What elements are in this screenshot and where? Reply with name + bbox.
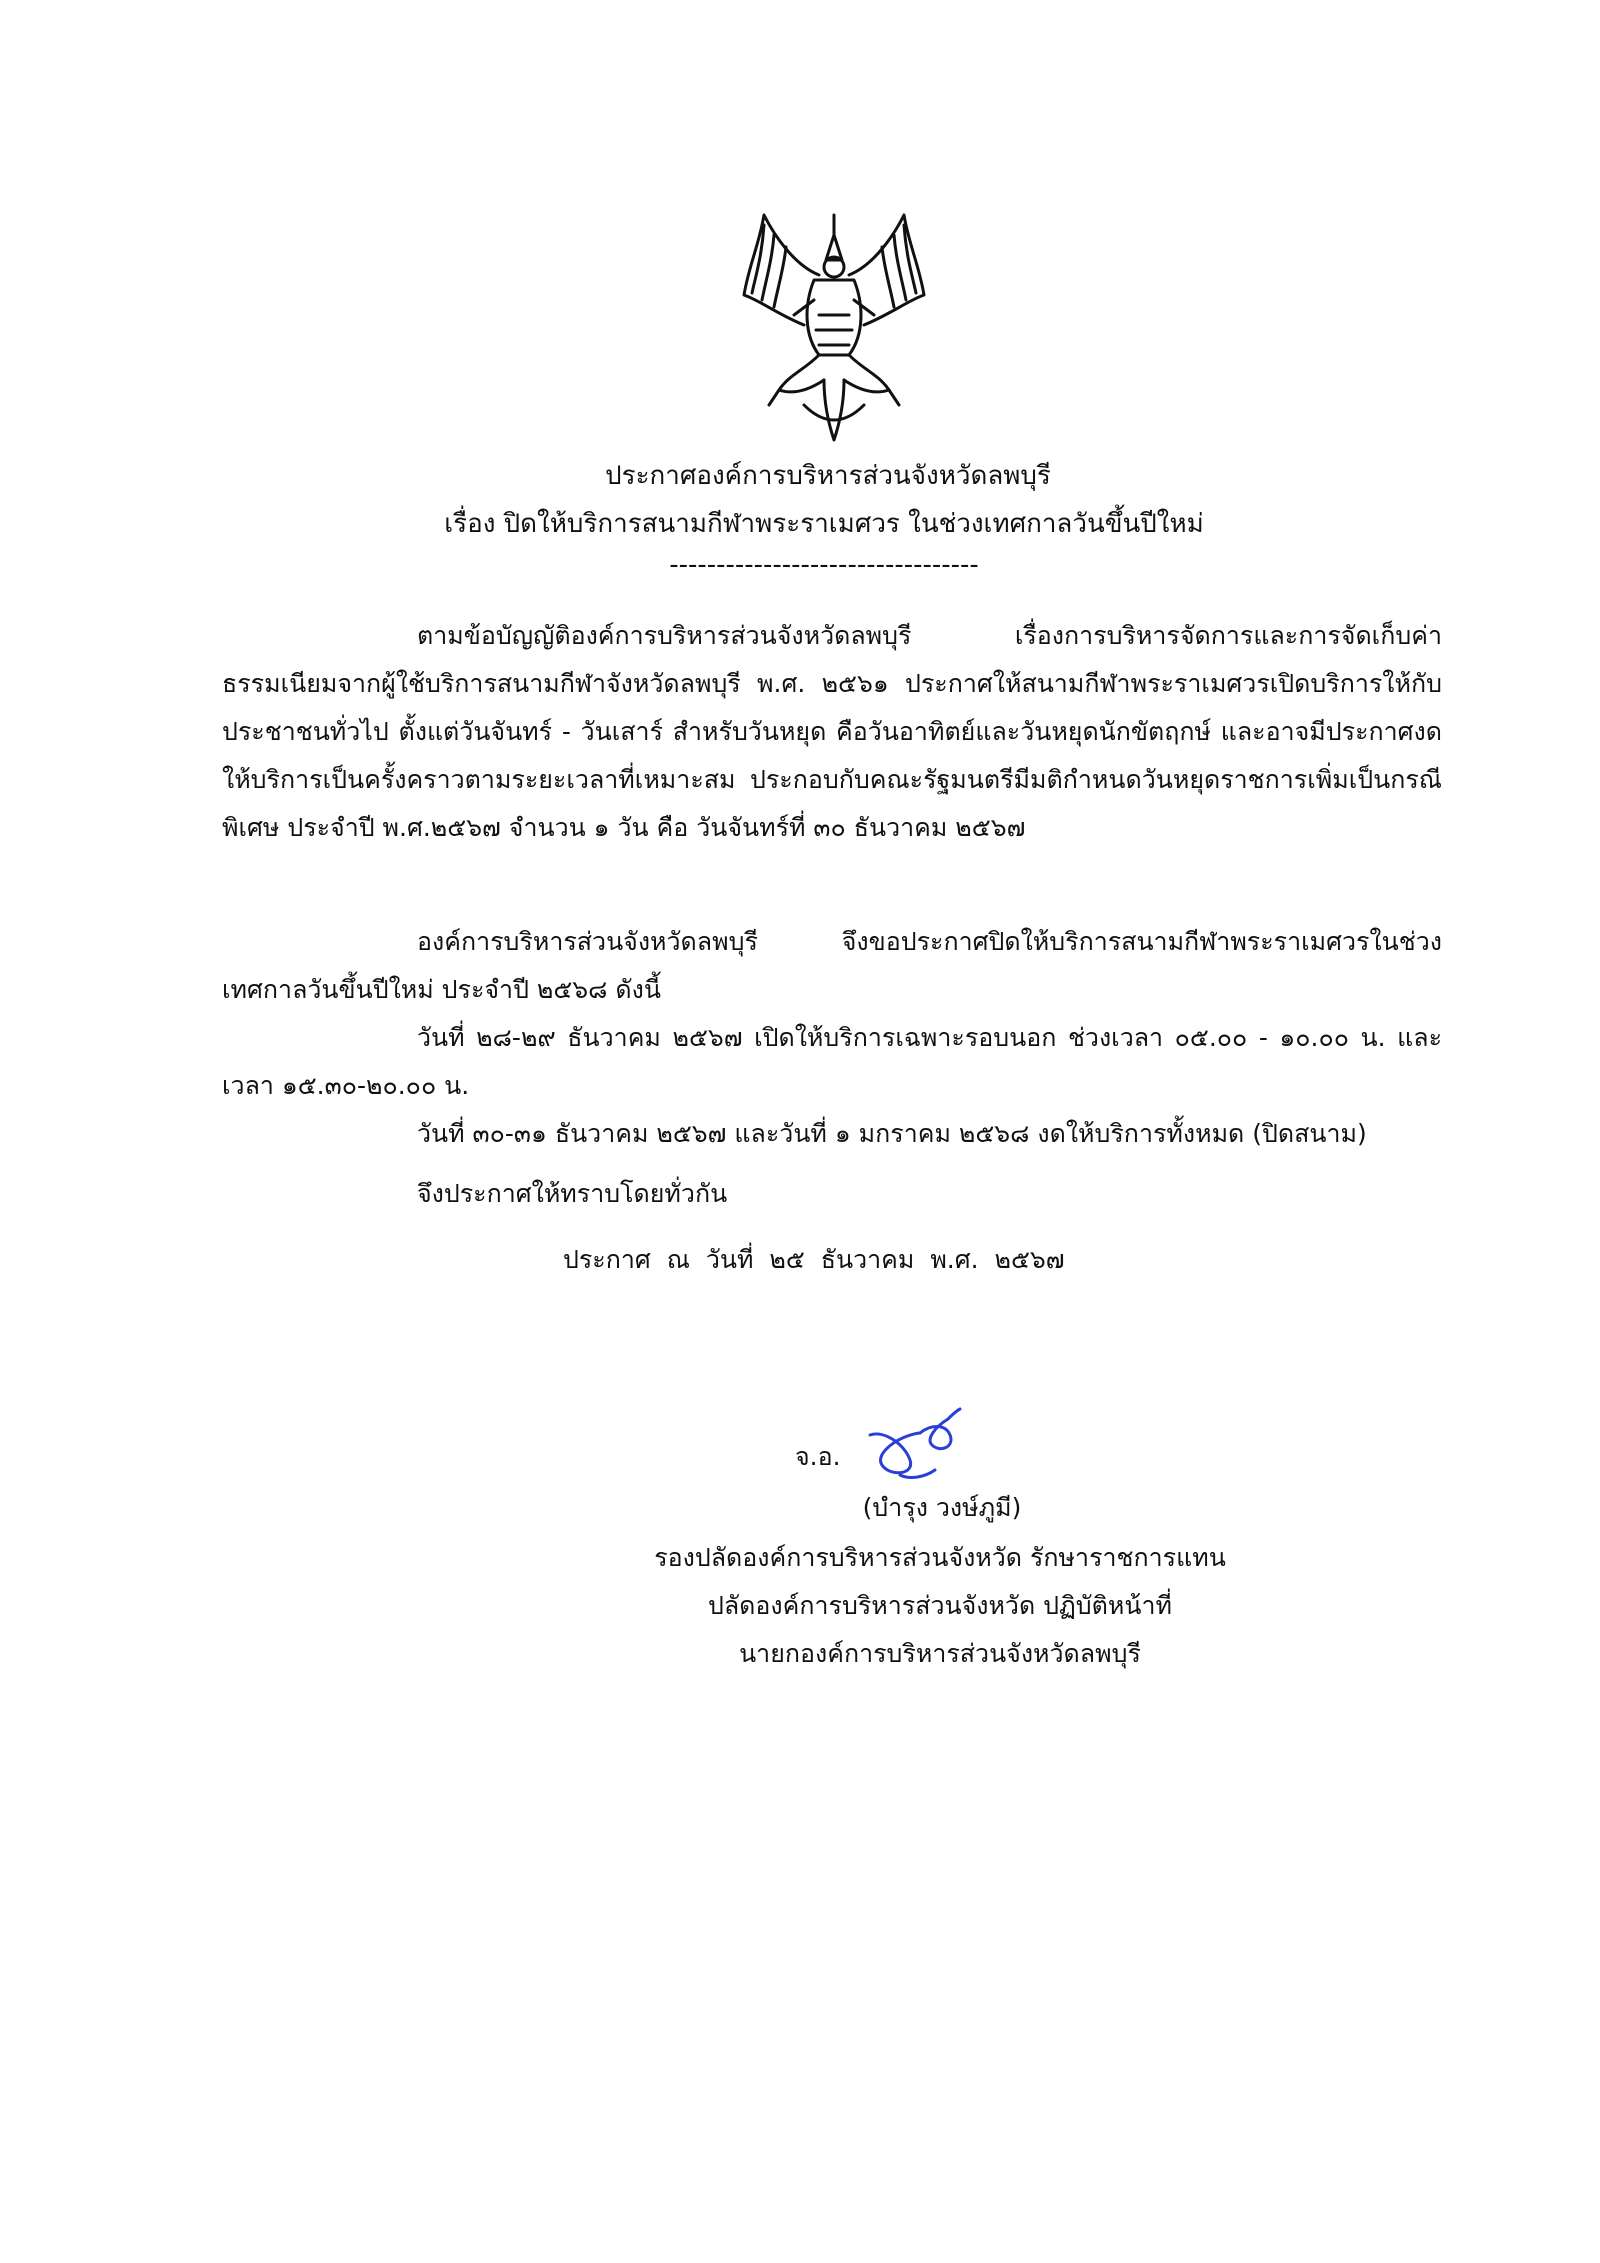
signatory-position-1: รองปลัดองค์การบริหารส่วนจังหวัด รักษาราชการแทน	[654, 1543, 1226, 1572]
body-paragraph-5: จึงประกาศให้ทราบโดยทั่วกัน	[417, 1179, 728, 1208]
body-paragraph-2: องค์การบริหารส่วนจังหวัดลพบุรี จึงขอประกาศปิดให้บริการสนามกีฬาพระราเมศวรในช่วงเทศกาลวันขึ้นปีใหม่ ประจำปี ๒๕๖๘ ดังนี้	[222, 927, 1442, 1004]
header-separator: ---------------------------------	[669, 550, 979, 580]
announcement-title: ประกาศองค์การบริหารส่วนจังหวัดลพบุรี	[605, 461, 1051, 491]
announcement-date: ประกาศ ณ วันที่ ๒๕ ธันวาคม พ.ศ. ๒๕๖๗	[563, 1245, 1065, 1274]
announcement-subject: เรื่อง ปิดให้บริการสนามกีฬาพระราเมศวร ในช่วงเทศกาลวันขึ้นปีใหม่	[444, 509, 1204, 539]
garuda-emblem-icon	[734, 205, 934, 445]
body-paragraph-1: ตามข้อบัญญัติองค์การบริหารส่วนจังหวัดลพบุรี เรื่องการบริหารจัดการและการจัดเก็บค่าธรรมเนียมจากผู้ใช้บริการสนามกีฬาจังหวัดลพบุรี พ.ศ. ๒๕๖๑ ประกาศให้สนามกีฬาพระราเมศวรเปิดบริการให้กับประชาชนทั่วไป ตั้งแต่วันจันทร์ - วันเสาร์ สำหรับวันหยุด คือวันอาทิตย์และวันหยุดนักขัตฤกษ์ และอาจมีประกาศงดให้บริการเป็นครั้งคราวตามระยะเวลาที่เหมาะสม ประกอบกับคณะรัฐมนตรีมีมติกำหนดวันหยุดราชการเพิ่มเป็นกรณีพิเศษ ประจำปี พ.ศ.๒๕๖๗ จำนวน ๑ วัน คือ วันจันทร์ที่ ๓๐ ธันวาคม ๒๕๖๗	[222, 621, 1442, 842]
signatory-position-2: ปลัดองค์การบริหารส่วนจังหวัด ปฏิบัติหน้าที่	[707, 1591, 1172, 1620]
signature-prefix: จ.อ.	[795, 1442, 841, 1471]
handwritten-signature	[860, 1405, 970, 1485]
signatory-position-3: นายกองค์การบริหารส่วนจังหวัดลพบุรี	[739, 1639, 1141, 1668]
body-paragraph-4: วันที่ ๓๐-๓๑ ธันวาคม ๒๕๖๗ และวันที่ ๑ มกราคม ๒๕๖๘ งดให้บริการทั้งหมด (ปิดสนาม)	[417, 1119, 1367, 1148]
body-paragraph-3: วันที่ ๒๘-๒๙ ธันวาคม ๒๕๖๗ เปิดให้บริการเฉพาะรอบนอก ช่วงเวลา ๐๕.๐๐ - ๑๐.๐๐ น. และเวลา ๑๕.๓๐-๒๐.๐๐ น.	[222, 1023, 1442, 1100]
signatory-name: (บำรุง วงษ์ภูมี)	[862, 1493, 1022, 1522]
